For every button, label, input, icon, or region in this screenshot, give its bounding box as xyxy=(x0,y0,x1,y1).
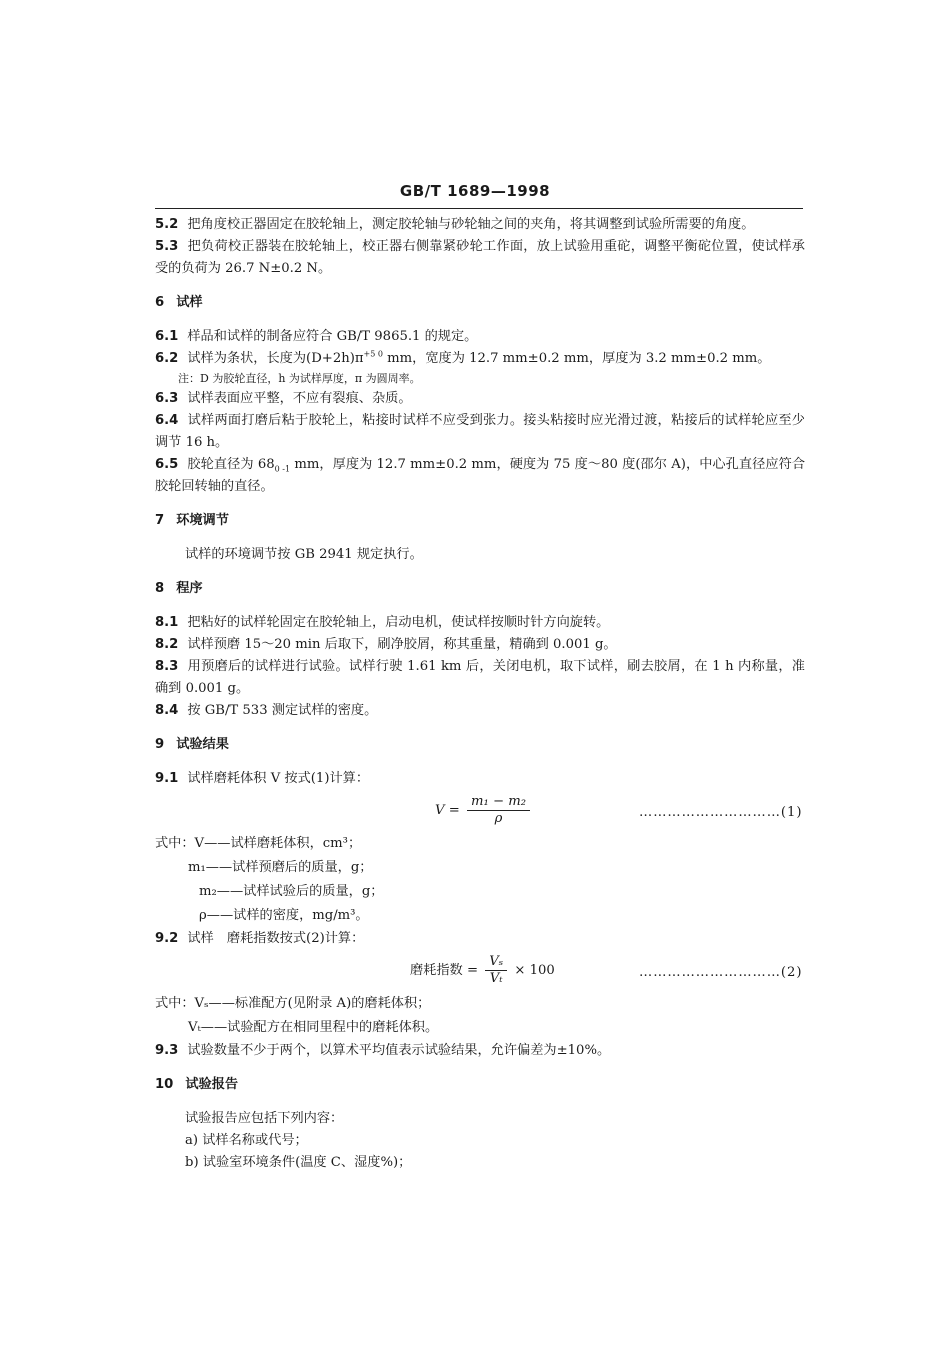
section-10-heading xyxy=(155,1074,805,1096)
clause-number: 8.1 xyxy=(155,615,179,630)
clause-6-1 xyxy=(155,326,805,348)
denominator: ρ xyxy=(494,811,503,826)
equation-rhs: × 100 xyxy=(514,963,555,978)
clause-6-3 xyxy=(155,388,805,410)
section-number: 9 xyxy=(155,737,165,752)
clause-text-pre: 胶轮直径为 68 xyxy=(187,457,275,472)
clause-text-post: mm，宽度为 12.7 mm±0.2 mm，厚度为 3.2 mm±0.2 mm。 xyxy=(382,351,771,366)
section-title: 环境调节 xyxy=(176,513,229,528)
standard-header: GB/T 1689—1998 xyxy=(399,182,551,200)
tolerance: 0 -1 xyxy=(274,464,291,474)
clause-number: 9.3 xyxy=(155,1043,179,1058)
equation-lhs: V = xyxy=(435,803,460,818)
equation-body xyxy=(410,954,555,987)
section-title: 试验结果 xyxy=(176,737,229,752)
clause-6-4 xyxy=(155,410,805,454)
section-8-heading xyxy=(155,578,805,600)
clause-text: 试样磨耗体积 V 按式(1)计算： xyxy=(187,771,370,786)
clause-number: 9.1 xyxy=(155,771,179,786)
tolerance: +5 0 xyxy=(363,349,383,359)
equation-body xyxy=(435,794,533,827)
definition-item: Vₜ——试验配方在相同里程中的磨耗体积。 xyxy=(188,1020,439,1035)
clause-number: 6.5 xyxy=(155,457,179,472)
clause-6-2 xyxy=(155,348,805,370)
clause-text: 用预磨后的试样进行试验。试样行驶 1.61 km 后，关闭电机，取下试样，刷去胶屑，在 1 h 内称量，准确到 0.001 g。 xyxy=(155,659,805,696)
numerator: Vₛ xyxy=(485,954,507,971)
clause-9-2 xyxy=(155,928,805,950)
section-number: 10 xyxy=(155,1077,174,1092)
equation-1 xyxy=(155,790,805,832)
section-6-heading xyxy=(155,292,805,314)
clause-text: 试验数量不少于两个，以算术平均值表示试验结果，允许偏差为±10%。 xyxy=(187,1043,611,1058)
document-body xyxy=(155,214,805,1174)
fraction xyxy=(467,794,530,827)
section-number: 8 xyxy=(155,581,165,596)
definition-item: ρ——试样的密度，mg/m³。 xyxy=(199,908,369,923)
clause-number: 5.2 xyxy=(155,217,179,232)
clause-text-pre: 试样为条状，长度为(D+2h)π xyxy=(187,351,364,366)
clause-number: 9.2 xyxy=(155,931,179,946)
clause-number: 6.1 xyxy=(155,329,179,344)
numerator: m₁ − m₂ xyxy=(467,794,530,811)
clause-text: 试样两面打磨后粘于胶轮上，粘接时试样不应受到张力。接头粘接时应光滑过渡，粘接后的试样轮应至少调节 16 h。 xyxy=(155,413,805,450)
equation-label: …………………………(1) xyxy=(639,805,803,820)
clause-text: 试样表面应平整，不应有裂痕、杂质。 xyxy=(187,391,412,406)
clause-5-2 xyxy=(155,214,805,236)
clause-number: 8.4 xyxy=(155,703,179,718)
fraction xyxy=(485,954,507,987)
section-title: 试样 xyxy=(176,295,203,310)
report-item: a) 试样名称或代号； xyxy=(185,1133,308,1148)
clause-9-1 xyxy=(155,768,805,790)
clause-text-post: mm，厚度为 12.7 mm±0.2 mm，硬度为 75 度～80 度(邵尔 A)，中心孔直径应符合胶轮回转轴的直径。 xyxy=(155,457,806,494)
report-intro: 试验报告应包括下列内容： xyxy=(185,1111,344,1126)
clause-text: 试样预磨 15～20 min 后取下，刷净胶屑，称其重量，精确到 0.001 g。 xyxy=(187,637,617,652)
clause-number: 8.3 xyxy=(155,659,179,674)
section-number: 6 xyxy=(155,295,165,310)
equation-lhs: 磨耗指数 = xyxy=(410,963,478,978)
clause-text: 把负荷校正器装在胶轮轴上，校正器右侧靠紧砂轮工作面，放上试验用重砣，调整平衡砣位置，使试样承受的负荷为 26.7 N±0.2 N。 xyxy=(155,239,805,276)
where-list-1 xyxy=(155,832,805,928)
definition-item: 式中：V——试样磨耗体积，cm³； xyxy=(155,836,362,851)
section-9-heading xyxy=(155,734,805,756)
report-item: b) 试验室环境条件(温度 C、湿度%)； xyxy=(185,1155,412,1170)
definition-item: 式中：Vₛ——标准配方(见附录 A)的磨耗体积； xyxy=(155,996,431,1011)
denominator: Vₜ xyxy=(489,971,503,986)
clause-number: 6.2 xyxy=(155,351,179,366)
clause-number: 6.4 xyxy=(155,413,179,428)
section-7-heading xyxy=(155,510,805,532)
clause-text: 试样 磨耗指数按式(2)计算： xyxy=(187,931,365,946)
clause-8-3 xyxy=(155,656,805,700)
section-number: 7 xyxy=(155,513,165,528)
clause-8-4 xyxy=(155,700,805,722)
clause-text: 把粘好的试样轮固定在胶轮轴上，启动电机，使试样按顺时针方向旋转。 xyxy=(187,615,610,630)
clause-text: 把角度校正器固定在胶轮轴上，测定胶轮轴与砂轮轴之间的夹角，将其调整到试验所需要的角度。 xyxy=(187,217,755,232)
clause-6-5 xyxy=(155,454,805,498)
definition-item: m₂——试样试验后的质量，g； xyxy=(199,884,384,899)
header-rule xyxy=(155,208,803,209)
equation-2 xyxy=(155,950,805,992)
clause-number: 8.2 xyxy=(155,637,179,652)
clause-text: 按 GB/T 533 测定试样的密度。 xyxy=(187,703,378,718)
clause-number: 6.3 xyxy=(155,391,179,406)
definition-item: m₁——试样预磨后的质量，g； xyxy=(188,860,373,875)
clause-5-3 xyxy=(155,236,805,280)
clause-8-2 xyxy=(155,634,805,656)
clause-6-2-note: 注：D 为胶轮直径，h 为试样厚度，π 为圆周率。 xyxy=(178,372,421,385)
clause-8-1 xyxy=(155,612,805,634)
section-title: 试验报告 xyxy=(185,1077,239,1092)
clause-text: 样品和试样的制备应符合 GB/T 9865.1 的规定。 xyxy=(187,329,478,344)
equation-label: …………………………(2) xyxy=(639,965,803,980)
clause-9-3 xyxy=(155,1040,805,1062)
section-7-text: 试样的环境调节按 GB 2941 规定执行。 xyxy=(185,547,423,562)
section-title: 程序 xyxy=(176,581,203,596)
clause-number: 5.3 xyxy=(155,239,179,254)
where-list-2 xyxy=(155,992,805,1040)
